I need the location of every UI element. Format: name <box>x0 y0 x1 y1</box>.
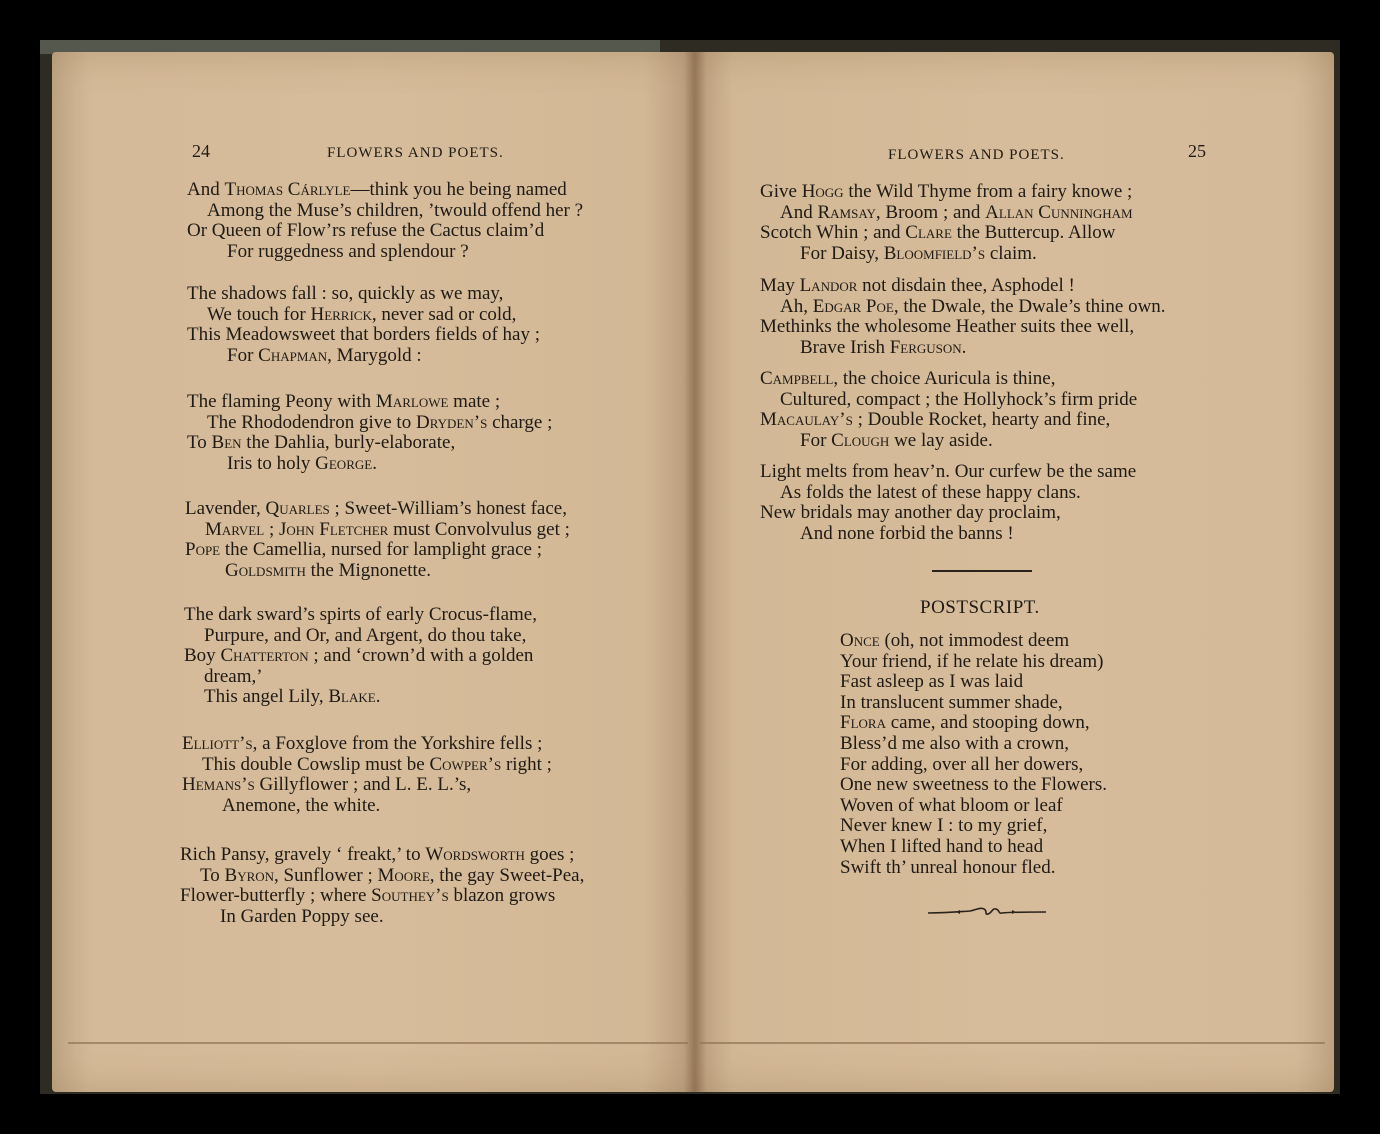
text-run: Anemone, the white. <box>222 794 381 816</box>
verse-line <box>760 223 1133 244</box>
proper-name: Marvel <box>205 518 265 540</box>
book-gutter <box>684 52 706 1092</box>
text-run: May <box>760 275 800 296</box>
text-run: Or Queen of Flow’rs refuse the Cactus claim’d <box>187 220 545 242</box>
stanza <box>760 182 1133 264</box>
text-run: When I lifted hand to head <box>840 835 1044 857</box>
verse-line <box>840 858 1107 879</box>
text-run: ; <box>264 518 279 540</box>
text-run: the Mignonette. <box>305 559 431 581</box>
proper-name: Macaulay’s <box>760 409 853 431</box>
proper-name: Landor <box>799 275 858 296</box>
text-run: And none forbid the banns ! <box>800 522 1014 544</box>
postscript-poem <box>840 631 1107 878</box>
proper-name: Cowper’s <box>429 753 502 775</box>
verse-line <box>184 667 537 688</box>
verse-line <box>180 886 584 907</box>
proper-name: John Fletcher <box>278 518 389 540</box>
text-run: not disdain thee, Asphodel ! <box>857 275 1075 296</box>
verse-line <box>187 201 583 222</box>
proper-name: Bloomfield’s <box>883 242 986 264</box>
verse-line <box>187 413 552 434</box>
verse-line <box>184 605 537 626</box>
text-run: Scotch Whin ; and <box>760 222 906 244</box>
text-run: For ruggedness and splendour ? <box>227 240 469 262</box>
text-run: For adding, over all her dowers, <box>840 753 1084 775</box>
text-run: must Convolvulus get ; <box>388 518 570 540</box>
text-run: One new sweetness to the Flowers. <box>840 774 1108 796</box>
proper-name: Ramsay <box>817 201 876 223</box>
stanza <box>187 284 540 366</box>
text-run: This angel Lily, <box>204 686 329 708</box>
text-run: came, and stooping down, <box>885 712 1090 734</box>
text-run: Fast asleep as I was laid <box>840 671 1024 693</box>
text-run: ; Sweet-William’s honest face, <box>329 498 567 519</box>
proper-name: Chapman <box>258 344 328 366</box>
text-run: , a Foxglove from the Yorkshire fells ; <box>252 733 543 754</box>
left-page-number: 24 <box>192 141 210 161</box>
text-run: , Sunflower ; <box>274 864 378 886</box>
verse-line <box>840 734 1107 755</box>
proper-name: George <box>315 452 373 474</box>
text-run: mate ; <box>448 391 501 412</box>
verse-line <box>760 524 1136 545</box>
proper-name: Hogg <box>801 181 844 202</box>
text-run: , never sad or cold, <box>371 303 517 325</box>
text-run: Never knew I : to my grief, <box>840 815 1048 837</box>
postscript-title: POSTSCRIPT. <box>920 597 1040 618</box>
verse-line <box>185 540 570 561</box>
verse-line <box>187 284 540 305</box>
text-run: New bridals may another day proclaim, <box>760 502 1061 524</box>
text-run: —think you he being named <box>350 179 567 200</box>
text-run: . <box>961 336 967 358</box>
stanza <box>182 734 552 816</box>
right-page-bottom-edge <box>700 1042 1325 1044</box>
proper-name: Clough <box>831 429 890 451</box>
left-page-bottom-edge <box>68 1042 688 1044</box>
text-run: For <box>800 429 832 451</box>
verse-line <box>187 346 540 367</box>
proper-name: Wordsworth <box>425 844 525 865</box>
proper-name: Chatterton <box>220 645 309 667</box>
text-run: , Marygold : <box>327 344 422 366</box>
text-run: Ah, <box>780 295 813 317</box>
verse-line <box>760 297 1166 318</box>
text-run: Purpure, and Or, and Argent, do thou take, <box>204 624 527 646</box>
text-run: As folds the latest of these happy clans. <box>780 481 1081 503</box>
verse-line <box>187 433 552 454</box>
proper-name: Goldsmith <box>225 559 306 581</box>
text-run: Rich Pansy, gravely ‘ freakt,’ to <box>180 844 426 865</box>
text-run: The dark sward’s spirts of early Crocus-flame, <box>184 604 537 625</box>
stanza <box>185 499 570 581</box>
verse-line <box>840 672 1107 693</box>
text-run: We touch for <box>207 303 311 325</box>
verse-line <box>760 483 1136 504</box>
text-run: In Garden Poppy see. <box>220 905 384 927</box>
text-run: Methinks the wholesome Heather suits thee well, <box>760 316 1135 338</box>
verse-line <box>180 907 584 928</box>
proper-name: Allan Cunningham <box>985 201 1133 223</box>
text-run: the Camellia, nursed for lamplight grace ; <box>220 539 542 561</box>
verse-line <box>840 631 1107 652</box>
verse-line <box>840 837 1107 858</box>
stanza <box>760 462 1136 544</box>
verse-line <box>760 390 1137 411</box>
verse-line <box>840 796 1107 817</box>
text-run: Boy <box>184 645 221 667</box>
verse-line <box>187 242 583 263</box>
proper-name: Flora <box>840 712 886 734</box>
text-run: ; and ‘crown’d with a golden <box>308 645 534 667</box>
text-run: For Daisy, <box>800 242 884 264</box>
verse-line <box>840 775 1107 796</box>
verse-line <box>760 317 1166 338</box>
section-divider-rule <box>932 570 1032 572</box>
proper-name: Blake <box>328 686 376 708</box>
text-run: Give <box>760 181 802 202</box>
text-run: , Broom ; and <box>875 201 986 223</box>
text-run: For <box>227 344 259 366</box>
text-run: Light melts from heav’n. Our curfew be the same <box>760 461 1137 482</box>
verse-line <box>182 755 552 776</box>
text-run: Your friend, if he relate his dream) <box>840 650 1104 672</box>
verse-line <box>840 652 1107 673</box>
verse-line <box>760 244 1133 265</box>
text-run: . <box>372 452 377 474</box>
text-run: , the Dwale, the Dwale’s thine own. <box>893 295 1166 317</box>
verse-line <box>760 182 1133 203</box>
verse-line <box>184 646 537 667</box>
verse-line <box>760 503 1136 524</box>
verse-line <box>187 325 540 346</box>
text-run: Flower-butterfly ; where <box>180 885 372 907</box>
text-run: To <box>187 432 212 454</box>
verse-line <box>185 499 570 520</box>
proper-name: Dryden’s <box>415 411 488 433</box>
verse-line <box>760 338 1166 359</box>
proper-name: Southey’s <box>371 885 449 907</box>
text-run: (oh, not immodest deem <box>879 630 1070 651</box>
text-run: charge ; <box>487 411 553 433</box>
text-run: Bless’d me also with a crown, <box>840 732 1070 754</box>
verse-line <box>184 626 537 647</box>
stanza <box>760 369 1137 451</box>
text-run: claim. <box>985 242 1037 264</box>
stanza <box>180 845 584 927</box>
text-run: The flaming Peony with <box>187 391 376 412</box>
proper-name: Edgar Poe <box>812 295 894 317</box>
text-run: Swift th’ unreal honour fled. <box>840 856 1056 878</box>
stanza <box>187 180 583 262</box>
text-run: This double Cowslip must be <box>202 753 430 775</box>
text-run: To <box>200 864 225 886</box>
text-run: And <box>780 201 818 223</box>
proper-name: Quarles <box>265 498 330 519</box>
proper-name: Ferguson <box>889 336 962 358</box>
verse-line <box>182 796 552 817</box>
verse-line <box>180 866 584 887</box>
verse-line <box>760 369 1137 390</box>
stanza <box>187 392 552 474</box>
verse-line <box>760 410 1137 431</box>
text-run: we lay aside. <box>889 429 993 451</box>
verse-line <box>760 462 1136 483</box>
proper-name: Once <box>840 630 880 651</box>
verse-line <box>187 221 583 242</box>
verse-line <box>187 454 552 475</box>
verse-line <box>760 276 1166 297</box>
verse-line <box>182 775 552 796</box>
verse-line <box>187 305 540 326</box>
verse-line <box>760 431 1137 452</box>
proper-name: Thomas Cárlyle <box>224 179 351 200</box>
verse-line <box>184 687 537 708</box>
verse-line <box>182 734 552 755</box>
proper-name: Byron <box>224 864 275 886</box>
text-run: the Wild Thyme from a fairy knowe ; <box>843 181 1133 202</box>
stanza <box>184 605 537 708</box>
text-run: ; Double Rocket, hearty and fine, <box>852 409 1111 431</box>
proper-name: Hemans’s <box>182 774 255 796</box>
proper-name: Marlowe <box>375 391 449 412</box>
text-run: right ; <box>501 753 552 775</box>
text-run: blazon grows <box>448 885 556 907</box>
text-run: , the gay Sweet-Pea, <box>429 864 585 886</box>
text-run: goes ; <box>524 844 575 865</box>
text-run: This Meadowsweet that borders fields of hay ; <box>187 324 540 346</box>
proper-name: Herrick <box>310 303 372 325</box>
verse-line <box>185 561 570 582</box>
right-page-number: 25 <box>1188 141 1206 161</box>
proper-name: Moore <box>377 864 430 886</box>
text-run: Cultured, compact ; the Hollyhock’s firm pride <box>780 388 1138 410</box>
proper-name: Pope <box>185 539 221 561</box>
verse-line <box>180 845 584 866</box>
text-run: Gillyflower ; and L. E. L.’s, <box>254 774 472 796</box>
text-run: the Buttercup. Allow <box>951 222 1116 244</box>
proper-name: Elliott’s <box>182 733 253 754</box>
text-run: . <box>375 686 381 708</box>
text-run: Woven of what bloom or leaf <box>840 794 1063 816</box>
text-run: Lavender, <box>185 498 266 519</box>
text-run: In translucent summer shade, <box>840 691 1063 713</box>
text-run: Brave Irish <box>800 336 890 358</box>
verse-line <box>760 203 1133 224</box>
text-run: And <box>187 179 225 200</box>
text-run: The shadows fall : so, quickly as we may, <box>187 283 504 304</box>
verse-line <box>840 693 1107 714</box>
proper-name: Campbell <box>760 368 834 389</box>
text-run: , the choice Auricula is thine, <box>833 368 1056 389</box>
verse-line <box>187 180 583 201</box>
left-running-head: FLOWERS AND POETS. <box>327 145 504 161</box>
text-run: Iris to holy <box>227 452 316 474</box>
right-running-head: FLOWERS AND POETS. <box>888 147 1065 163</box>
verse-line <box>840 713 1107 734</box>
verse-line <box>187 392 552 413</box>
proper-name: Clare <box>905 222 952 244</box>
text-run: The Rhododendron give to <box>207 411 416 433</box>
verse-line <box>185 520 570 541</box>
proper-name: Ben <box>211 432 242 454</box>
verse-line <box>840 816 1107 837</box>
text-run: the Dahlia, burly-elaborate, <box>241 432 456 454</box>
text-run: dream,’ <box>204 665 263 687</box>
stanza <box>760 276 1166 358</box>
verse-line <box>840 755 1107 776</box>
text-run: Among the Muse’s children, ’twould offend her ? <box>207 199 584 221</box>
tailpiece-flourish-icon <box>926 903 1048 926</box>
